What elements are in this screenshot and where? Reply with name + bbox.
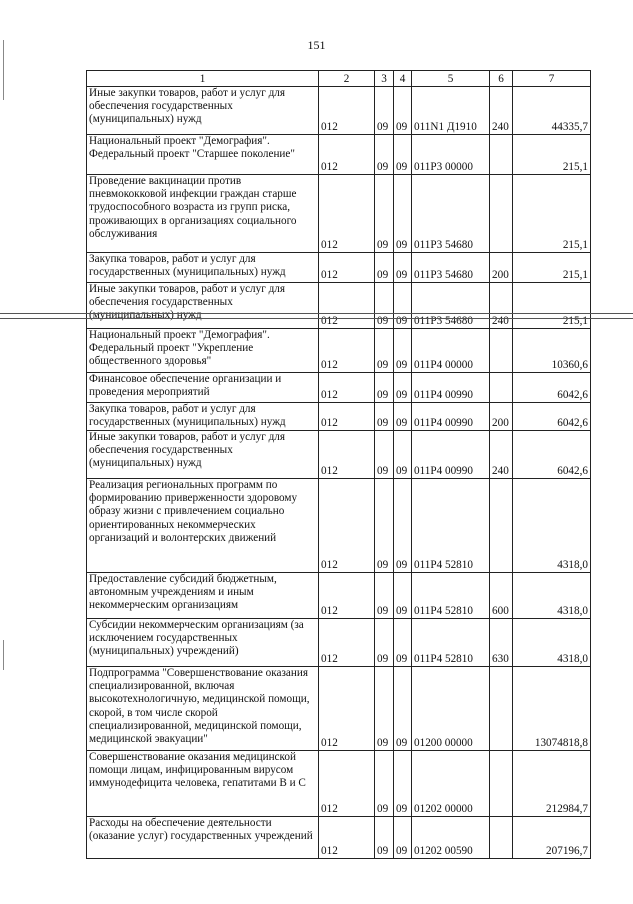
row-name-cell: Финансовое обеспечение организации и проведения мероприятий <box>87 373 319 403</box>
section-cell: 09 <box>375 817 394 859</box>
subsection-cell: 09 <box>394 373 412 403</box>
row-name-cell: Субсидии некоммерческим организациям (за исключением государственных (муниципальных) учреждений) <box>87 619 319 667</box>
section-cell: 09 <box>375 573 394 619</box>
target-article-cell: 01200 00000 <box>412 667 490 751</box>
target-article-cell: 011P4 52810 <box>412 573 490 619</box>
admin-code-cell: 012 <box>319 573 375 619</box>
amount-cell: 13074818,8 <box>513 667 591 751</box>
row-name-cell: Расходы на обеспечение деятельности (оказание услуг) государственных учреждений <box>87 817 319 859</box>
admin-code-cell: 012 <box>319 619 375 667</box>
subsection-cell: 09 <box>394 431 412 479</box>
amount-cell: 215,1 <box>513 175 591 253</box>
section-cell: 09 <box>375 175 394 253</box>
admin-code-cell: 012 <box>319 373 375 403</box>
expense-type-cell <box>490 817 513 859</box>
expense-type-cell <box>490 175 513 253</box>
amount-cell: 6042,6 <box>513 373 591 403</box>
subsection-cell: 09 <box>394 175 412 253</box>
column-header: 2 <box>319 71 375 87</box>
admin-code-cell: 012 <box>319 479 375 573</box>
expense-type-cell: 600 <box>490 573 513 619</box>
admin-code-cell: 012 <box>319 175 375 253</box>
section-cell: 09 <box>375 479 394 573</box>
row-name-cell: Национальный проект "Демография". Федеральный проект "Старшее поколение" <box>87 135 319 175</box>
row-name-cell: Закупка товаров, работ и услуг для государственных (муниципальных) нужд <box>87 403 319 431</box>
table-row <box>87 253 591 283</box>
column-header: 7 <box>513 71 591 87</box>
row-name-cell: Предоставление субсидий бюджетным, автономным учреждениям и иным некоммерческим организациям <box>87 573 319 619</box>
section-cell: 09 <box>375 751 394 817</box>
expense-type-cell: 630 <box>490 619 513 667</box>
row-name-cell: Национальный проект "Демография". Федеральный проект "Укрепление общественного здоровья" <box>87 329 319 373</box>
amount-cell: 4318,0 <box>513 619 591 667</box>
target-article-cell: 011P4 00990 <box>412 431 490 479</box>
subsection-cell: 09 <box>394 403 412 431</box>
subsection-cell: 09 <box>394 253 412 283</box>
target-article-cell: 011P4 00990 <box>412 403 490 431</box>
row-name-cell: Иные закупки товаров, работ и услуг для обеспечения государственных (муниципальных) нужд <box>87 431 319 479</box>
table-row <box>87 479 591 573</box>
admin-code-cell: 012 <box>319 87 375 135</box>
row-name-cell: Совершенствование оказания медицинской помощи лицам, инфицированным вирусом иммунодефицита человека, гепатитами В и С <box>87 751 319 817</box>
target-article-cell: 011P3 54680 <box>412 253 490 283</box>
expense-type-cell <box>490 479 513 573</box>
table-row <box>87 817 591 859</box>
row-name-cell: Реализация региональных программ по формированию приверженности здоровому образу жизни с привлечением социально ориентированных некоммерческих организаций и волонтерских движений <box>87 479 319 573</box>
amount-cell: 207196,7 <box>513 817 591 859</box>
expense-type-cell <box>490 751 513 817</box>
expense-type-cell: 240 <box>490 431 513 479</box>
column-header: 4 <box>394 71 412 87</box>
budget-table <box>86 70 591 859</box>
amount-cell: 4318,0 <box>513 573 591 619</box>
section-cell: 09 <box>375 135 394 175</box>
subsection-cell: 09 <box>394 619 412 667</box>
expense-type-cell <box>490 329 513 373</box>
subsection-cell: 09 <box>394 573 412 619</box>
header-row <box>87 71 591 87</box>
expense-type-cell <box>490 373 513 403</box>
column-header: 6 <box>490 71 513 87</box>
subsection-cell: 09 <box>394 87 412 135</box>
fold-line <box>0 318 633 319</box>
target-article-cell: 011N1 Д1910 <box>412 87 490 135</box>
section-cell: 09 <box>375 403 394 431</box>
column-header: 5 <box>412 71 490 87</box>
section-cell: 09 <box>375 667 394 751</box>
target-article-cell: 011P3 00000 <box>412 135 490 175</box>
admin-code-cell: 012 <box>319 751 375 817</box>
expense-type-cell <box>490 667 513 751</box>
target-article-cell: 011P4 52810 <box>412 479 490 573</box>
target-article-cell: 01202 00590 <box>412 817 490 859</box>
subsection-cell: 09 <box>394 667 412 751</box>
amount-cell: 215,1 <box>513 135 591 175</box>
target-article-cell: 011P3 54680 <box>412 175 490 253</box>
table-row <box>87 87 591 135</box>
column-header: 1 <box>87 71 319 87</box>
row-name-cell: Иные закупки товаров, работ и услуг для обеспечения государственных (муниципальных) нужд <box>87 283 319 329</box>
amount-cell: 44335,7 <box>513 87 591 135</box>
table-body <box>87 71 591 859</box>
table-row <box>87 573 591 619</box>
target-article-cell: 011P4 00000 <box>412 329 490 373</box>
section-cell: 09 <box>375 87 394 135</box>
table-row <box>87 175 591 253</box>
target-article-cell: 011P4 52810 <box>412 619 490 667</box>
amount-cell: 6042,6 <box>513 431 591 479</box>
target-article-cell: 01202 00000 <box>412 751 490 817</box>
section-cell: 09 <box>375 431 394 479</box>
subsection-cell: 09 <box>394 751 412 817</box>
row-name-cell: Подпрограмма "Совершенствование оказания специализированной, включая высокотехнологичную, медицинской помощи, скорой, в том числе скорой специализированной, медицинской помощи, медицинской эвакуации" <box>87 667 319 751</box>
amount-cell: 10360,6 <box>513 329 591 373</box>
admin-code-cell: 012 <box>319 403 375 431</box>
table-row <box>87 403 591 431</box>
amount-cell: 215,1 <box>513 253 591 283</box>
expense-type-cell: 200 <box>490 253 513 283</box>
subsection-cell: 09 <box>394 135 412 175</box>
fold-line <box>0 313 633 314</box>
subsection-cell: 09 <box>394 329 412 373</box>
amount-cell: 215,1 <box>513 283 591 329</box>
expense-type-cell: 240 <box>490 283 513 329</box>
admin-code-cell: 012 <box>319 817 375 859</box>
table-row <box>87 135 591 175</box>
amount-cell: 212984,7 <box>513 751 591 817</box>
table-row <box>87 431 591 479</box>
subsection-cell: 09 <box>394 817 412 859</box>
table-row <box>87 373 591 403</box>
table-row <box>87 329 591 373</box>
admin-code-cell: 012 <box>319 253 375 283</box>
target-article-cell: 011P4 00990 <box>412 373 490 403</box>
column-header: 3 <box>375 71 394 87</box>
amount-cell: 6042,6 <box>513 403 591 431</box>
row-name-cell: Закупка товаров, работ и услуг для государственных (муниципальных) нужд <box>87 253 319 283</box>
expense-type-cell: 240 <box>490 87 513 135</box>
subsection-cell: 09 <box>394 283 412 329</box>
section-cell: 09 <box>375 619 394 667</box>
target-article-cell: 011P3 54680 <box>412 283 490 329</box>
subsection-cell: 09 <box>394 479 412 573</box>
table-row <box>87 619 591 667</box>
expense-type-cell <box>490 135 513 175</box>
row-name-cell: Проведение вакцинации против пневмококковой инфекции граждан старше трудоспособного возраста из групп риска, проживающих в организациях социального обслуживания <box>87 175 319 253</box>
table-row <box>87 751 591 817</box>
table-row <box>87 667 591 751</box>
admin-code-cell: 012 <box>319 135 375 175</box>
table-row <box>87 283 591 329</box>
admin-code-cell: 012 <box>319 329 375 373</box>
left-margin-mark <box>3 40 4 100</box>
section-cell: 09 <box>375 329 394 373</box>
left-margin-mark-lower <box>3 640 4 670</box>
page-number: 151 <box>307 38 326 52</box>
row-name-cell: Иные закупки товаров, работ и услуг для обеспечения государственных (муниципальных) нужд <box>87 87 319 135</box>
admin-code-cell: 012 <box>319 283 375 329</box>
section-cell: 09 <box>375 283 394 329</box>
expense-type-cell: 200 <box>490 403 513 431</box>
amount-cell: 4318,0 <box>513 479 591 573</box>
section-cell: 09 <box>375 373 394 403</box>
section-cell: 09 <box>375 253 394 283</box>
admin-code-cell: 012 <box>319 431 375 479</box>
admin-code-cell: 012 <box>319 667 375 751</box>
